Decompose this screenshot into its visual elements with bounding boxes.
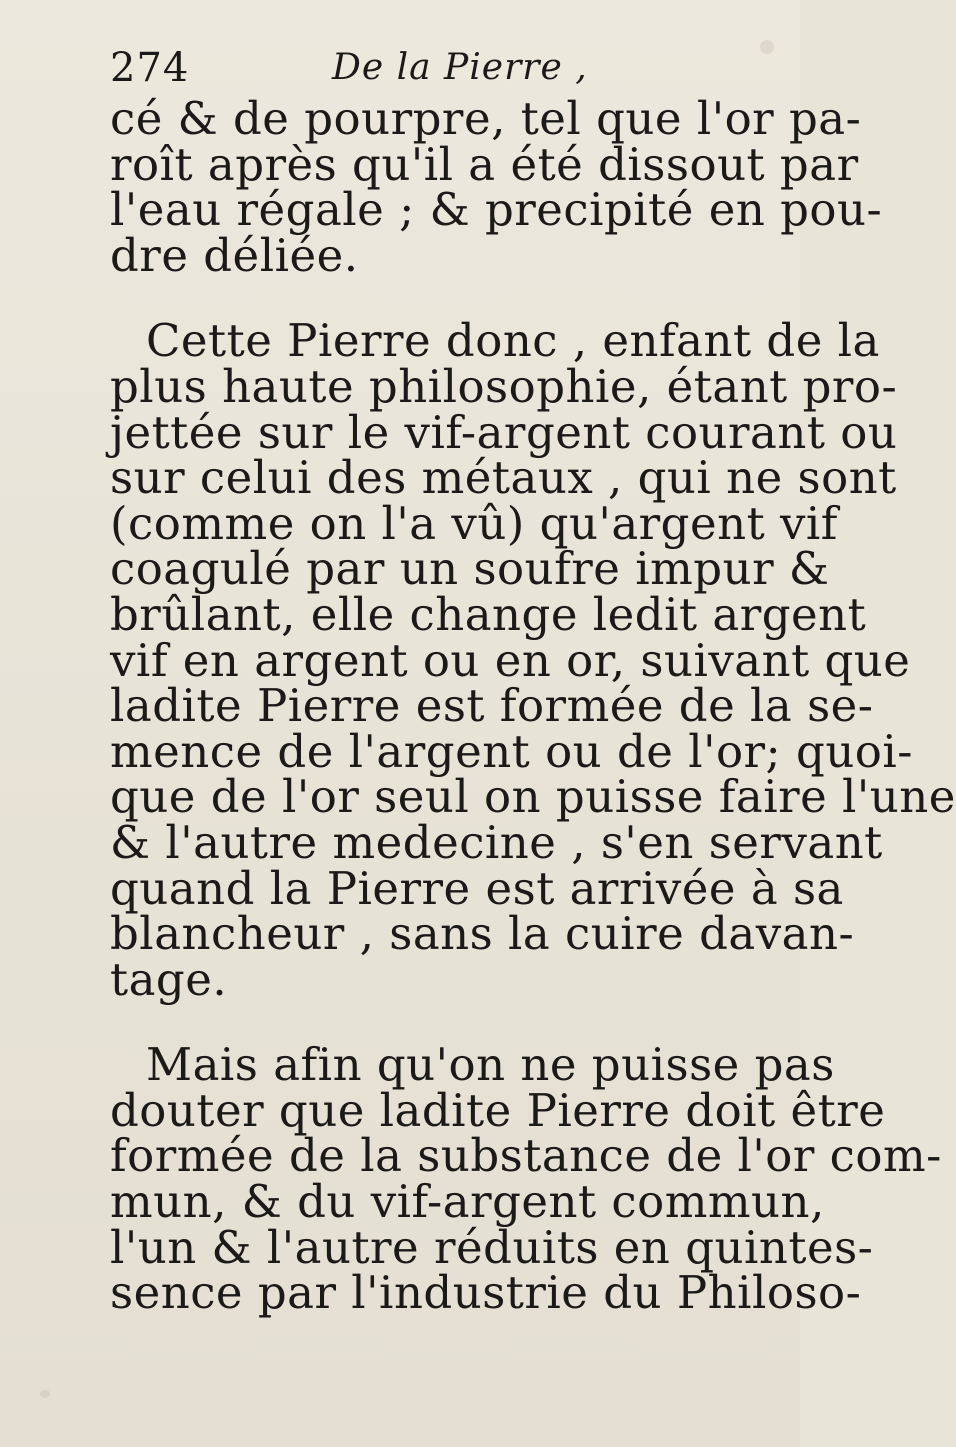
text-line: brûlant, elle change ledit argent [110, 587, 867, 641]
text-line: Mais afin qu'on ne puisse pas [146, 1038, 835, 1092]
body-text [110, 92, 956, 1320]
text-line: sur celui des métaux , qui ne sont [110, 451, 897, 505]
running-title: De la Pierre , [332, 47, 588, 88]
text-line: cé & de pourpre, tel que l'or pa- [110, 92, 862, 145]
page-header [110, 38, 670, 98]
text-line: formée de la substance de l'or com- [110, 1129, 942, 1183]
text-line: l'un & l'autre réduits en quintes- [110, 1220, 874, 1274]
text-line: douter que ladite Pierre doit être [110, 1083, 886, 1137]
paper-stain [760, 40, 774, 54]
page-number: 274 [110, 45, 190, 91]
text-line: sence par l'industrie du Philoso- [110, 1266, 862, 1320]
text-line: coagulé par un soufre impur & [110, 542, 830, 596]
text-line: que de l'or seul on puisse faire l'une [110, 770, 956, 824]
text-line: blancheur , sans la cuire davan- [110, 907, 855, 961]
text-line: quand la Pierre est arrivée à sa [110, 861, 844, 915]
paper-stain [40, 1390, 50, 1398]
text-line: vif en argent ou en or, suivant que [110, 633, 911, 687]
text-line: dre déliée. [110, 228, 359, 282]
text-line: Cette Pierre donc , enfant de la [146, 314, 880, 368]
text-line: tage. [110, 952, 228, 1006]
paragraph-break [110, 278, 710, 318]
text-line: & l'autre medecine , s'en servant [110, 815, 883, 869]
paragraph-break [110, 1002, 710, 1042]
text-line: l'eau régale ; & precipité en pou- [110, 183, 883, 237]
text-line: (comme on l'a vû) qu'argent vif [110, 496, 838, 550]
text-line: plus haute philosophie, étant pro- [110, 359, 898, 413]
text-line: jettée sur le vif-argent courant ou [110, 405, 898, 459]
text-line: ladite Pierre est formée de la se- [110, 679, 874, 733]
text-line: mun, & du vif-argent commun, [110, 1175, 825, 1229]
text-line: roît après qu'il a été dissout par [110, 137, 859, 191]
text-line: mence de l'argent ou de l'or; quoi- [110, 724, 914, 778]
